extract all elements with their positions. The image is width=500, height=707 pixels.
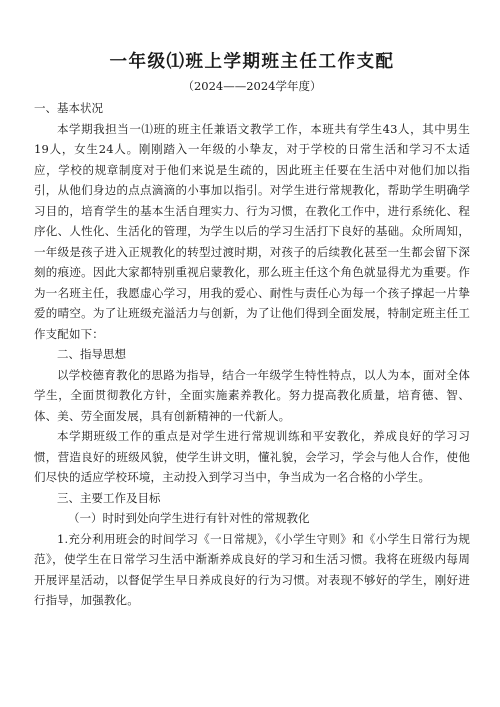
document-subtitle: （2024——2024学年度） xyxy=(182,79,322,93)
section-heading-basic-situation: 一、基本状况 xyxy=(34,101,103,115)
section-heading-guiding-thought: 二、指导思想 xyxy=(57,347,126,361)
paragraph-routine-education-1: 1.充分利用班会的时间学习《一日常规》，《小学生守则》和《小学生日常行为规范》，使学生在日常学习生活中渐渐养成良好的学习和生活习惯。我将在班级内每周开展评星活动，以督促学生早日养成良好的行为习惯。对表现不够好的学生，刚好进行指导，加强教化。 xyxy=(34,531,470,607)
section-heading-main-work: 三、主要工作及目标 xyxy=(57,490,161,505)
subsection-heading-routine-education: （一）时时到处向学生进行有针对性的常规教化 xyxy=(68,511,310,525)
paragraph-guiding-thought-1: 以学校德育教化的思路为指导，结合一年级学生特性特点，以人为本，面对全体学生，全面贯彻教化方针，全面实施素养教化。努力提高教化质量，培育德、智、体、美、劳全面发展，具有创新精神的一代新人。 xyxy=(34,367,470,423)
document-title: 一年级⑴班上学期班主任工作支配 xyxy=(109,52,395,72)
paragraph-basic-situation: 本学期我担当一⑴班的班主任兼语文教学工作，本班共有学生43人，其中男生19人，女生24人。刚刚踏入一年级的小挚友，对于学校的日常生活和学习不太适应，学校的规章制度对于他们来说是生疏的，因此班主任要在生活中对他们加以指引，从他们身边的点点滴滴的小事加以指引。对学生进行常规教化，帮助学生明确学习目的，培育学生的基本生活自理实力、行为习惯，在教化工作中，进行系统化、程序化、人性化、生活化的管理，为学生以后的学习生活打下良好的基础。众所周知，一年级是孩子进入正规教化的转型过渡时期，对孩子的后续教化甚至一生都会留下深刻的痕迹。因此大家都特别重视启蒙教化，那么班主任这个角色就显得尤为重要。作为一名班主任，我愿虚心学习，用我的爱心、耐性与责任心为每一个孩子撑起一片挚爱的晴空。为了让班级充溢活力与创新，为了让他们得到全面发展，特制定班主任工作支配如下： xyxy=(34,121,470,341)
paragraph-guiding-thought-2: 本学期班级工作的重点是对学生进行常规训练和平安教化，养成良好的学习习惯，营造良好的班级风貌，使学生讲文明，懂礼貌，会学习，学会与他人合作，使他们尽快的适应学校环境，主动投入到学习当中，争当成为一名合格的小学生。 xyxy=(34,429,470,484)
